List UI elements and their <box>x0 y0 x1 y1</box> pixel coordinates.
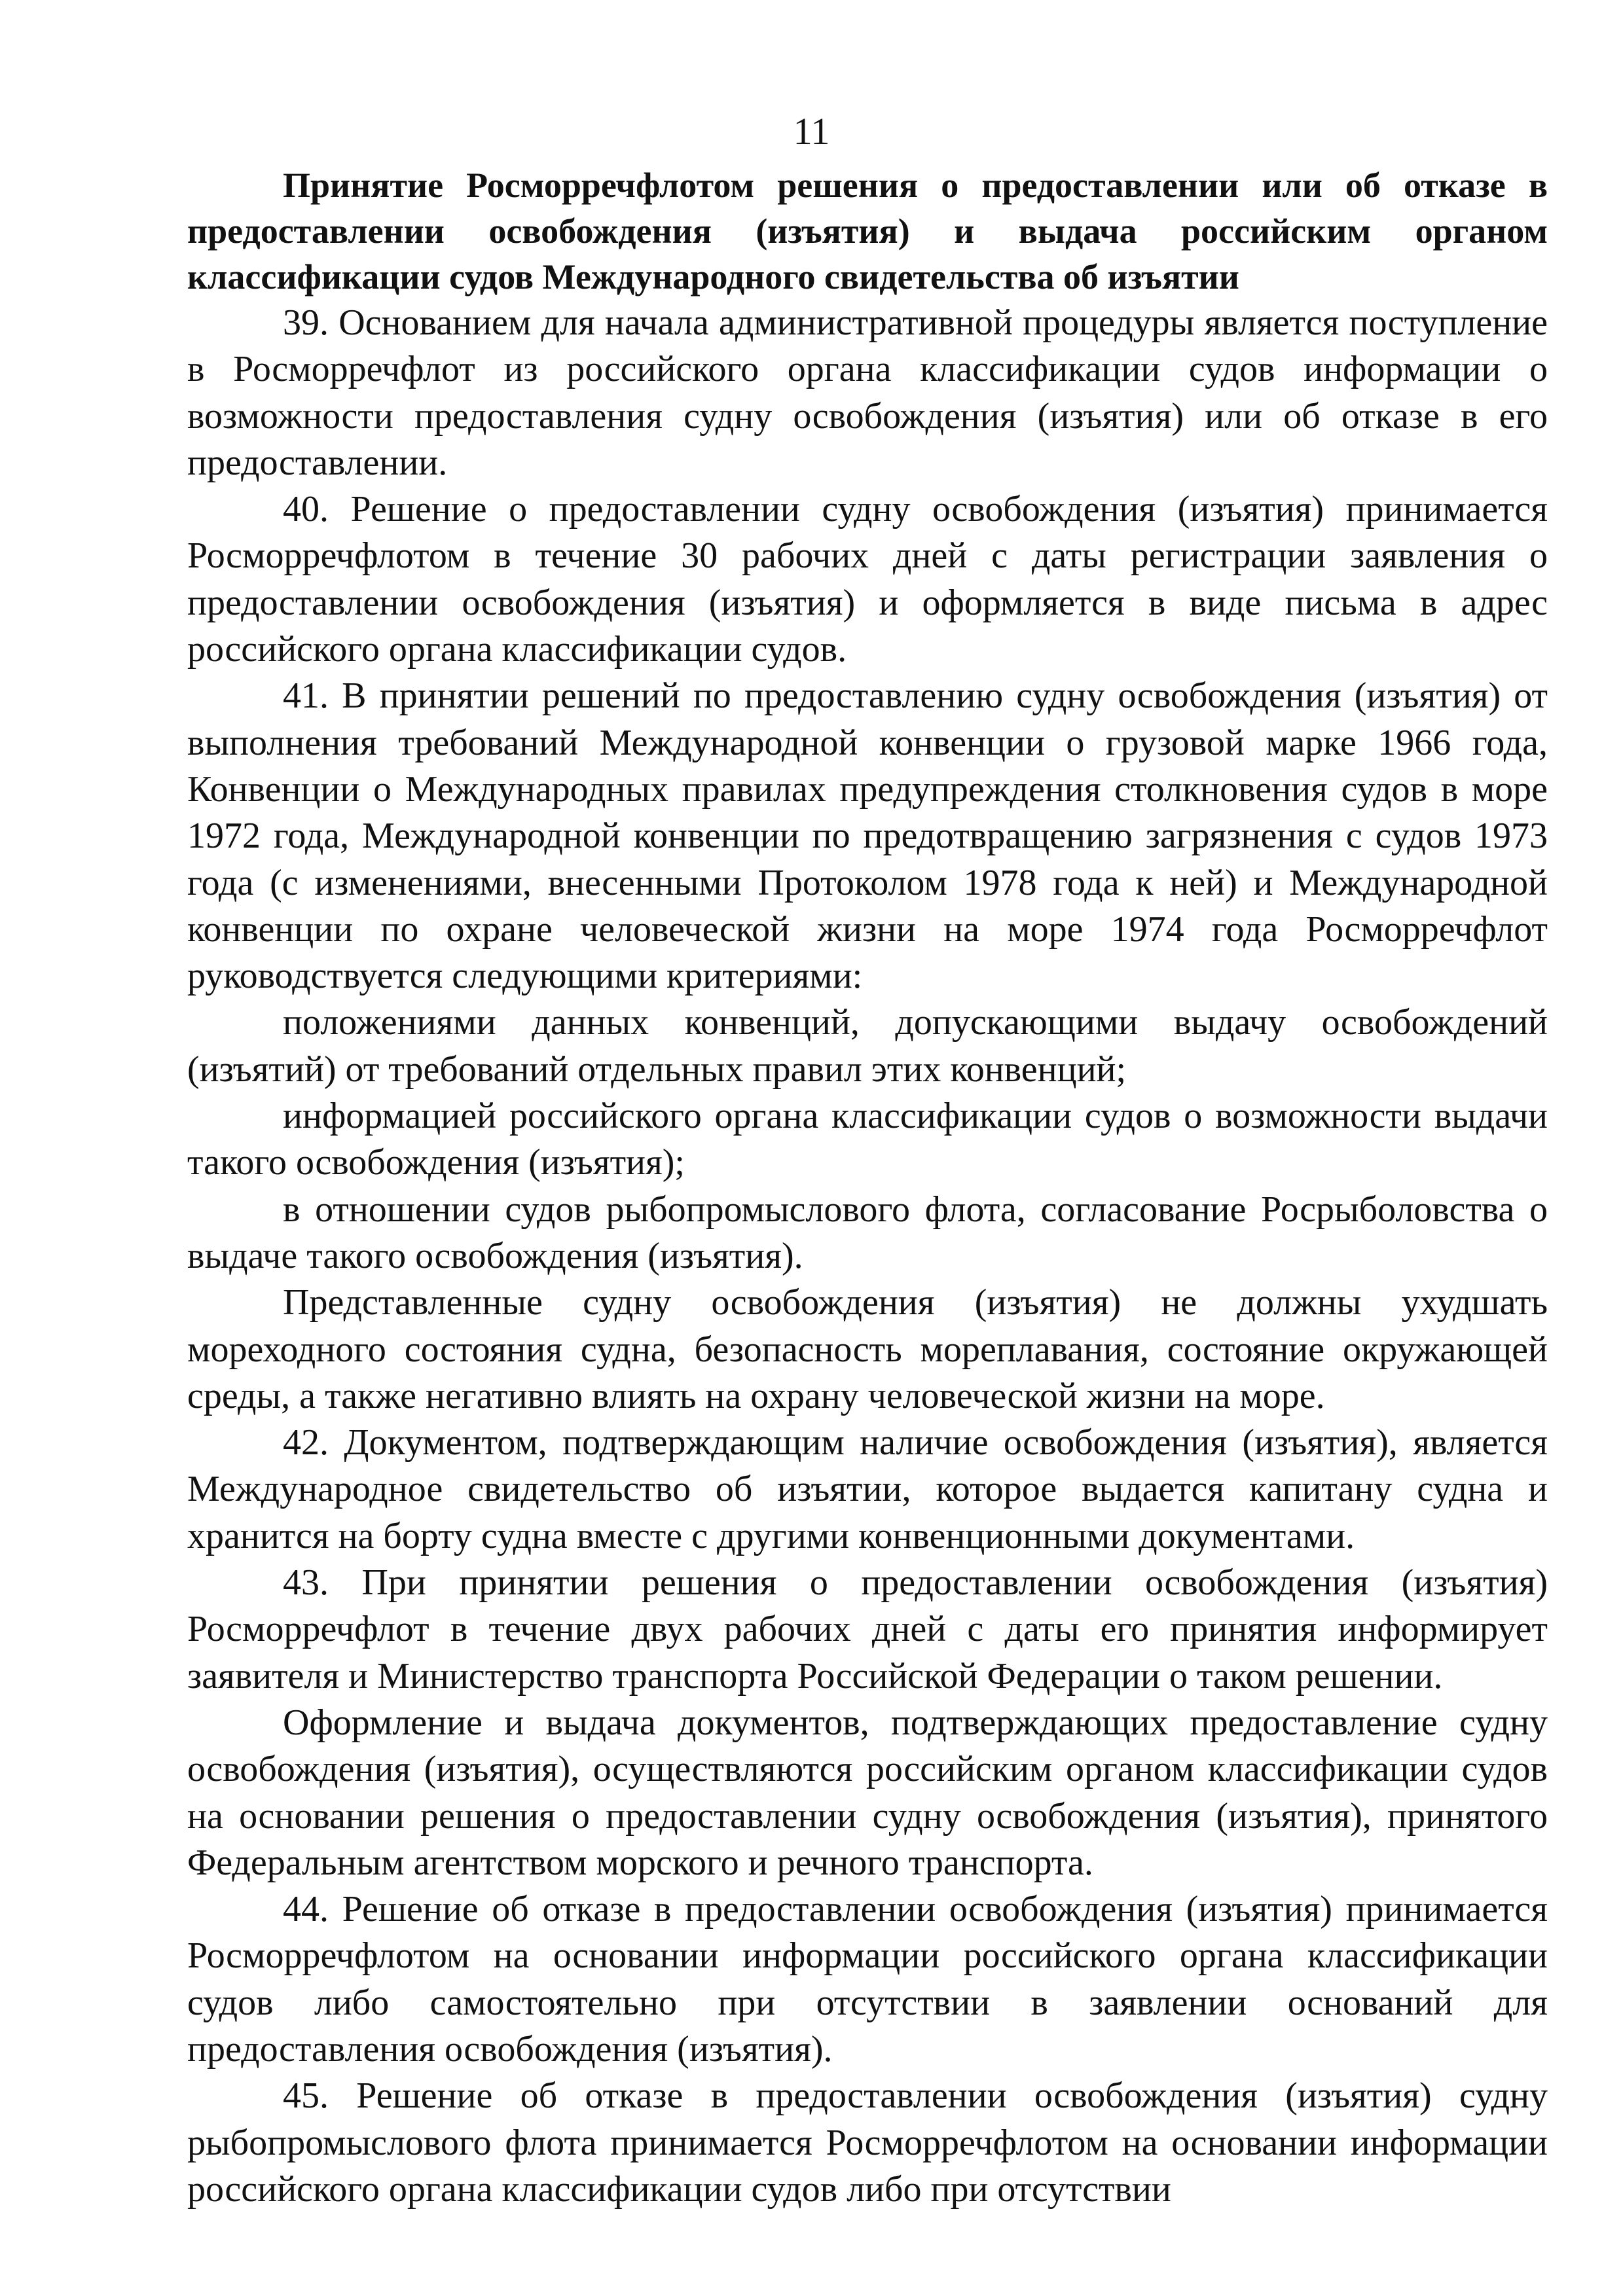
paragraph-44: 44. Решение об отказе в предоставлении освобождения (изъятия) принимается Росморречфлотом на основании информации российского органа классификации судов либо самостоятельно при отсутствии в заявлении оснований для предоставления освобождения (изъятия). <box>187 1889 1548 2070</box>
paragraph-43: 43. При принятии решения о предоставлении освобождения (изъятия) Росморречфлот в течение двух рабочих дней с даты его принятия информирует заявителя и Министерство транспорта Российской Федерации о таком решении. <box>187 1562 1548 1696</box>
paragraph-40: 40. Решение о предоставлении судну освобождения (изъятия) принимается Росморречфлотом в течение 30 рабочих дней с даты регистрации заявления о предоставлении освобождения (изъятия) и оформляется в виде письма в адрес российского органа классификации судов. <box>187 489 1548 670</box>
criteria-item: в отношении судов рыбопромыслового флота, согласование Росрыболовства о выдаче такого освобождения (изъятия). <box>187 1189 1548 1276</box>
criteria-item: информацией российского органа классификации судов о возможности выдачи такого освобождения (изъятия); <box>187 1096 1548 1183</box>
paragraph-41-note: Представленные судну освобождения (изъятия) не должны ухудшать мореходного состояния судна, безопасность мореплавания, состояние окружающей среды, а также негативно влиять на охрану человеческой жизни на море. <box>187 1282 1548 1416</box>
page-number: 11 <box>793 110 830 152</box>
paragraph-39: 39. Основанием для начала административной процедуры является поступление в Росморречфлот из российского органа классификации судов информации о возможности предоставления судну освобождения (изъятия) или об отказе в его предоставлении. <box>187 302 1548 483</box>
document-body <box>187 162 1548 2213</box>
section-heading-line: предоставлении освобождения (изъятия) и выдача российским органом <box>187 211 1548 251</box>
section-heading-line: Принятие Росморречфлотом решения о предоставлении или об отказе в <box>283 166 1548 205</box>
paragraph-43-note: Оформление и выдача документов, подтверждающих предоставление судну освобождения (изъятия), осуществляются российским органом классификации судов на основании решения о предоставлении судну освобождения (изъятия), принятого Федеральным агентством морского и речного транспорта. <box>187 1702 1548 1883</box>
paragraph-45: 45. Решение об отказе в предоставлении освобождения (изъятия) судну рыбопромыслового флота принимается Росморречфлотом на основании информации российского органа классификации судов либо при отсутствии <box>187 2075 1548 2210</box>
paragraph-42: 42. Документом, подтверждающим наличие освобождения (изъятия), является Международное свидетельство об изъятии, которое выдается капитану судна и хранится на борту судна вместе с другими конвенционными документами. <box>187 1422 1548 1556</box>
paragraph-41: 41. В принятии решений по предоставлению судну освобождения (изъятия) от выполнения требований Международной конвенции о грузовой марке 1966 года, Конвенции о Международных правилах предупреждения столкновения судов в море 1972 года, Международной конвенции по предотвращению загрязнения с судов 1973 года (с изменениями, внесенными Протоколом 1978 года к ней) и Международной конвенции по охране человеческой жизни на море 1974 года Росморречфлот руководствуется следующими критериями: <box>187 675 1548 997</box>
section-heading <box>187 162 1548 300</box>
section-heading-line: классификации судов Международного свидетельства об изъятии <box>187 257 1239 296</box>
criteria-item: положениями данных конвенций, допускающими выдачу освобождений (изъятий) от требований отдельных правил этих конвенций; <box>187 1002 1548 1090</box>
